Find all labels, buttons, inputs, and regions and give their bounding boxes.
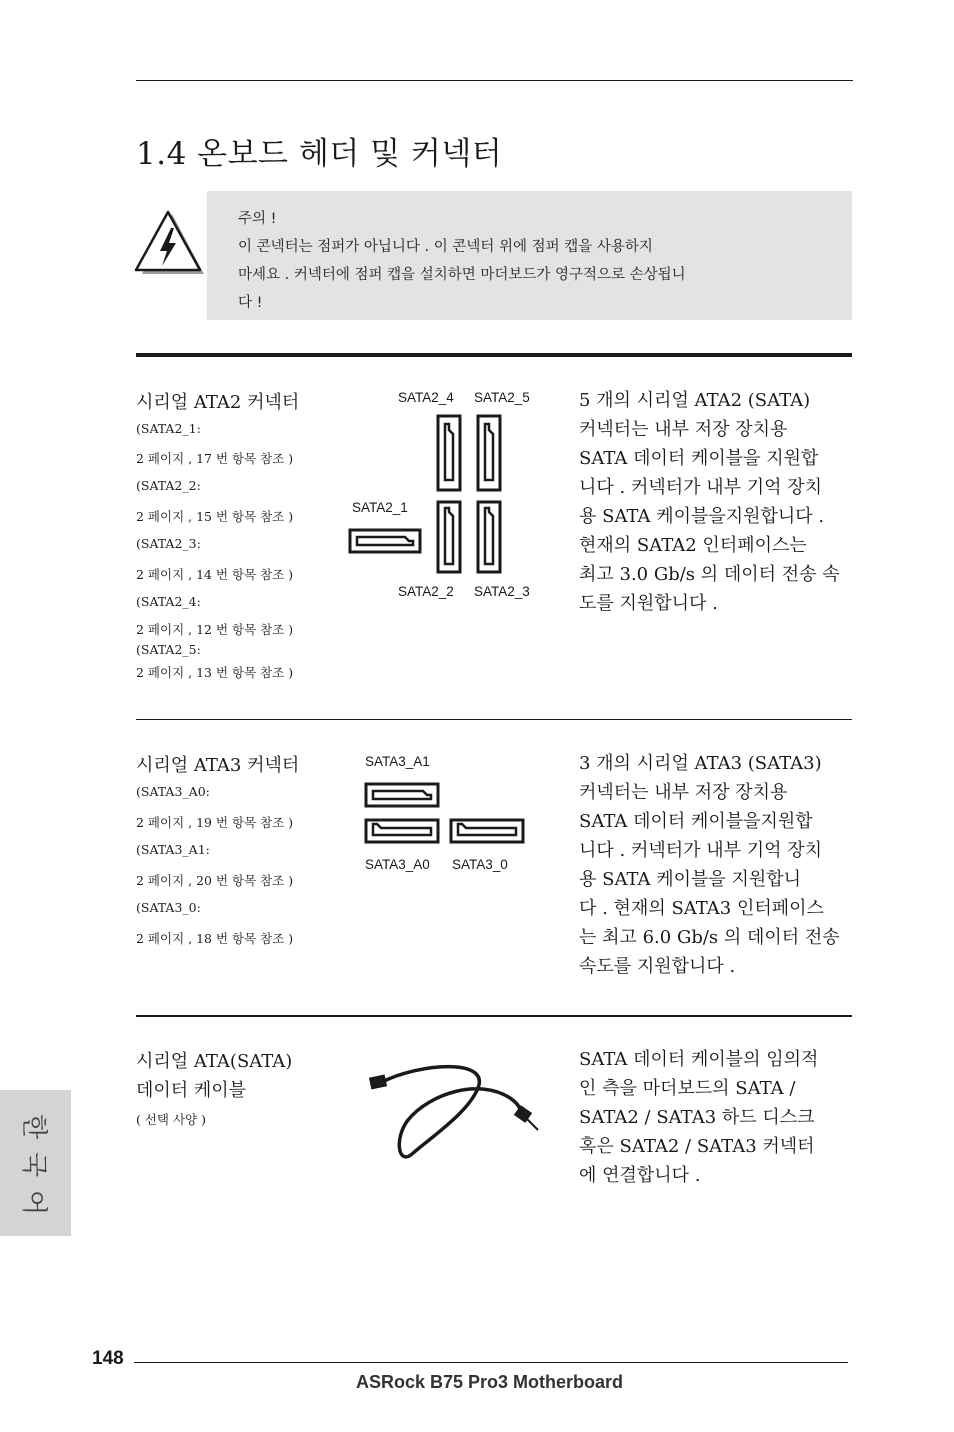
desc-line: 용 SATA 케이블을 지원합니 xyxy=(579,869,802,890)
desc-line: 커넥터는 내부 저장 장치용 xyxy=(579,419,788,440)
desc-line: SATA 데이터 케이블을지원합 xyxy=(579,811,813,832)
sata2-ref: 2 페이지 , 13 번 항목 참조 ) xyxy=(136,665,294,680)
desc-line: 현재의 SATA2 인터페이스는 xyxy=(579,535,807,556)
sata2-ref: 2 페이지 , 15 번 항목 참조 ) xyxy=(136,509,294,524)
section-divider xyxy=(136,719,852,720)
desc-line: 다 . 현재의 SATA3 인터페이스 xyxy=(579,898,824,919)
thick-divider xyxy=(136,353,852,357)
sata2-ref: (SATA2_3: xyxy=(136,536,201,551)
desc-line: 커넥터는 내부 저장 장치용 xyxy=(579,782,788,803)
sata2-section-title: 시리얼 ATA2 커넥터 xyxy=(136,392,300,413)
sata3-a1-connector xyxy=(366,784,438,806)
sata3-0-label: SATA3_0 xyxy=(452,857,508,872)
sata2-4-label: SATA2_4 xyxy=(398,390,454,405)
sata2-5-label: SATA2_5 xyxy=(474,390,530,405)
desc-line: 5 개의 시리얼 ATA2 (SATA) xyxy=(579,390,811,411)
sata-cable-image xyxy=(360,1058,550,1168)
desc-line: 는 최고 6.0 Gb/s 의 데이터 전송 xyxy=(579,927,840,948)
top-rule xyxy=(136,80,853,81)
desc-line: SATA 데이터 케이블의 임의적 xyxy=(579,1049,819,1070)
sata2-ref: (SATA2_4: xyxy=(136,594,201,609)
sata3-0-connector xyxy=(451,820,523,842)
cable-optional-note: ( 선택 사양 ) xyxy=(136,1112,206,1127)
desc-line: SATA 데이터 케이블을 지원합 xyxy=(579,448,819,469)
sata2-ref: 2 페이지 , 12 번 항목 참조 ) xyxy=(136,622,294,637)
sata3-ref: 2 페이지 , 19 번 항목 참조 ) xyxy=(136,815,294,830)
sata3-ref: (SATA3_0: xyxy=(136,900,201,915)
sata2-2-connector xyxy=(438,502,460,572)
sata2-connector-diagram xyxy=(345,410,515,580)
desc-line: 최고 3.0 Gb/s 의 데이터 전송 속 xyxy=(579,564,840,585)
caution-line: 마세요 . 커넥터에 점퍼 캡을 설치하면 마더보드가 영구적으로 손상됩니 xyxy=(238,267,686,283)
sata2-ref: (SATA2_1: xyxy=(136,421,201,436)
sata2-1-label: SATA2_1 xyxy=(352,500,408,515)
desc-line: 3 개의 시리얼 ATA3 (SATA3) xyxy=(579,753,822,774)
sata3-ref: 2 페이지 , 20 번 항목 참조 ) xyxy=(136,873,294,888)
caution-line: 다 ! xyxy=(238,295,263,311)
sata2-description xyxy=(579,386,840,618)
sata3-connector-diagram xyxy=(360,780,530,850)
warning-icon xyxy=(134,210,206,282)
caution-line: 이 콘넥터는 점퍼가 아닙니다 . 이 콘넥터 위에 점퍼 캡을 사용하지 xyxy=(238,239,653,255)
sata3-ref: 2 페이지 , 18 번 항목 참조 ) xyxy=(136,931,294,946)
page-number: 148 xyxy=(92,1348,124,1369)
section-divider xyxy=(136,1015,852,1017)
side-tab-char: 어 xyxy=(18,1189,49,1216)
caution-box xyxy=(207,191,852,320)
desc-line: 에 연결합니다 . xyxy=(579,1165,701,1186)
desc-line: 도를 지원합니다 . xyxy=(579,593,718,614)
desc-line: 인 측을 마더보드의 SATA / xyxy=(579,1078,796,1099)
sata2-3-connector xyxy=(478,502,500,572)
side-tab-char: 한 xyxy=(18,1113,49,1140)
sata2-ref: (SATA2_2: xyxy=(136,478,201,493)
sata2-5-connector xyxy=(478,416,500,490)
cable-section-title: 시리얼 ATA(SATA) xyxy=(136,1051,293,1072)
desc-line: 니다 . 커넥터가 내부 기억 장치 xyxy=(579,840,822,861)
sata2-3-label: SATA2_3 xyxy=(474,584,530,599)
desc-line: 혹은 SATA2 / SATA3 커넥터 xyxy=(579,1136,815,1157)
sata2-2-label: SATA2_2 xyxy=(398,584,454,599)
caution-heading: 주의 ! xyxy=(238,211,277,227)
desc-line: SATA2 / SATA3 하드 디스크 xyxy=(579,1107,815,1128)
sata3-description xyxy=(579,749,840,981)
desc-line: 용 SATA 케이블을지원합니다 . xyxy=(579,506,825,527)
footer-rule xyxy=(134,1362,848,1363)
sata3-ref: (SATA3_A0: xyxy=(136,784,210,799)
footer-product-name: ASRock B75 Pro3 Motherboard xyxy=(356,1372,624,1392)
side-tab-char: 국 xyxy=(18,1151,49,1178)
desc-line: 니다 . 커넥터가 내부 기억 장치 xyxy=(579,477,822,498)
cable-description xyxy=(579,1045,818,1190)
sata3-section-title: 시리얼 ATA3 커넥터 xyxy=(136,755,300,776)
language-side-tab xyxy=(0,1090,71,1236)
sata2-1-connector xyxy=(350,530,420,552)
sata3-a1-label: SATA3_A1 xyxy=(365,754,430,769)
sata2-ref: 2 페이지 , 17 번 항목 참조 ) xyxy=(136,451,294,466)
sata3-ref: (SATA3_A1: xyxy=(136,842,210,857)
sata2-ref: 2 페이지 , 14 번 항목 참조 ) xyxy=(136,567,294,582)
cable-section-title-line2: 데이터 케이블 xyxy=(136,1080,247,1101)
sata3-a0-label: SATA3_A0 xyxy=(365,857,430,872)
page-title: 1.4 온보드 헤더 및 커넥터 xyxy=(136,136,503,172)
sata3-a0-connector xyxy=(366,820,438,842)
sata2-ref: (SATA2_5: xyxy=(136,642,201,657)
desc-line: 속도를 지원합니다 . xyxy=(579,956,736,977)
sata2-4-connector xyxy=(438,416,460,490)
